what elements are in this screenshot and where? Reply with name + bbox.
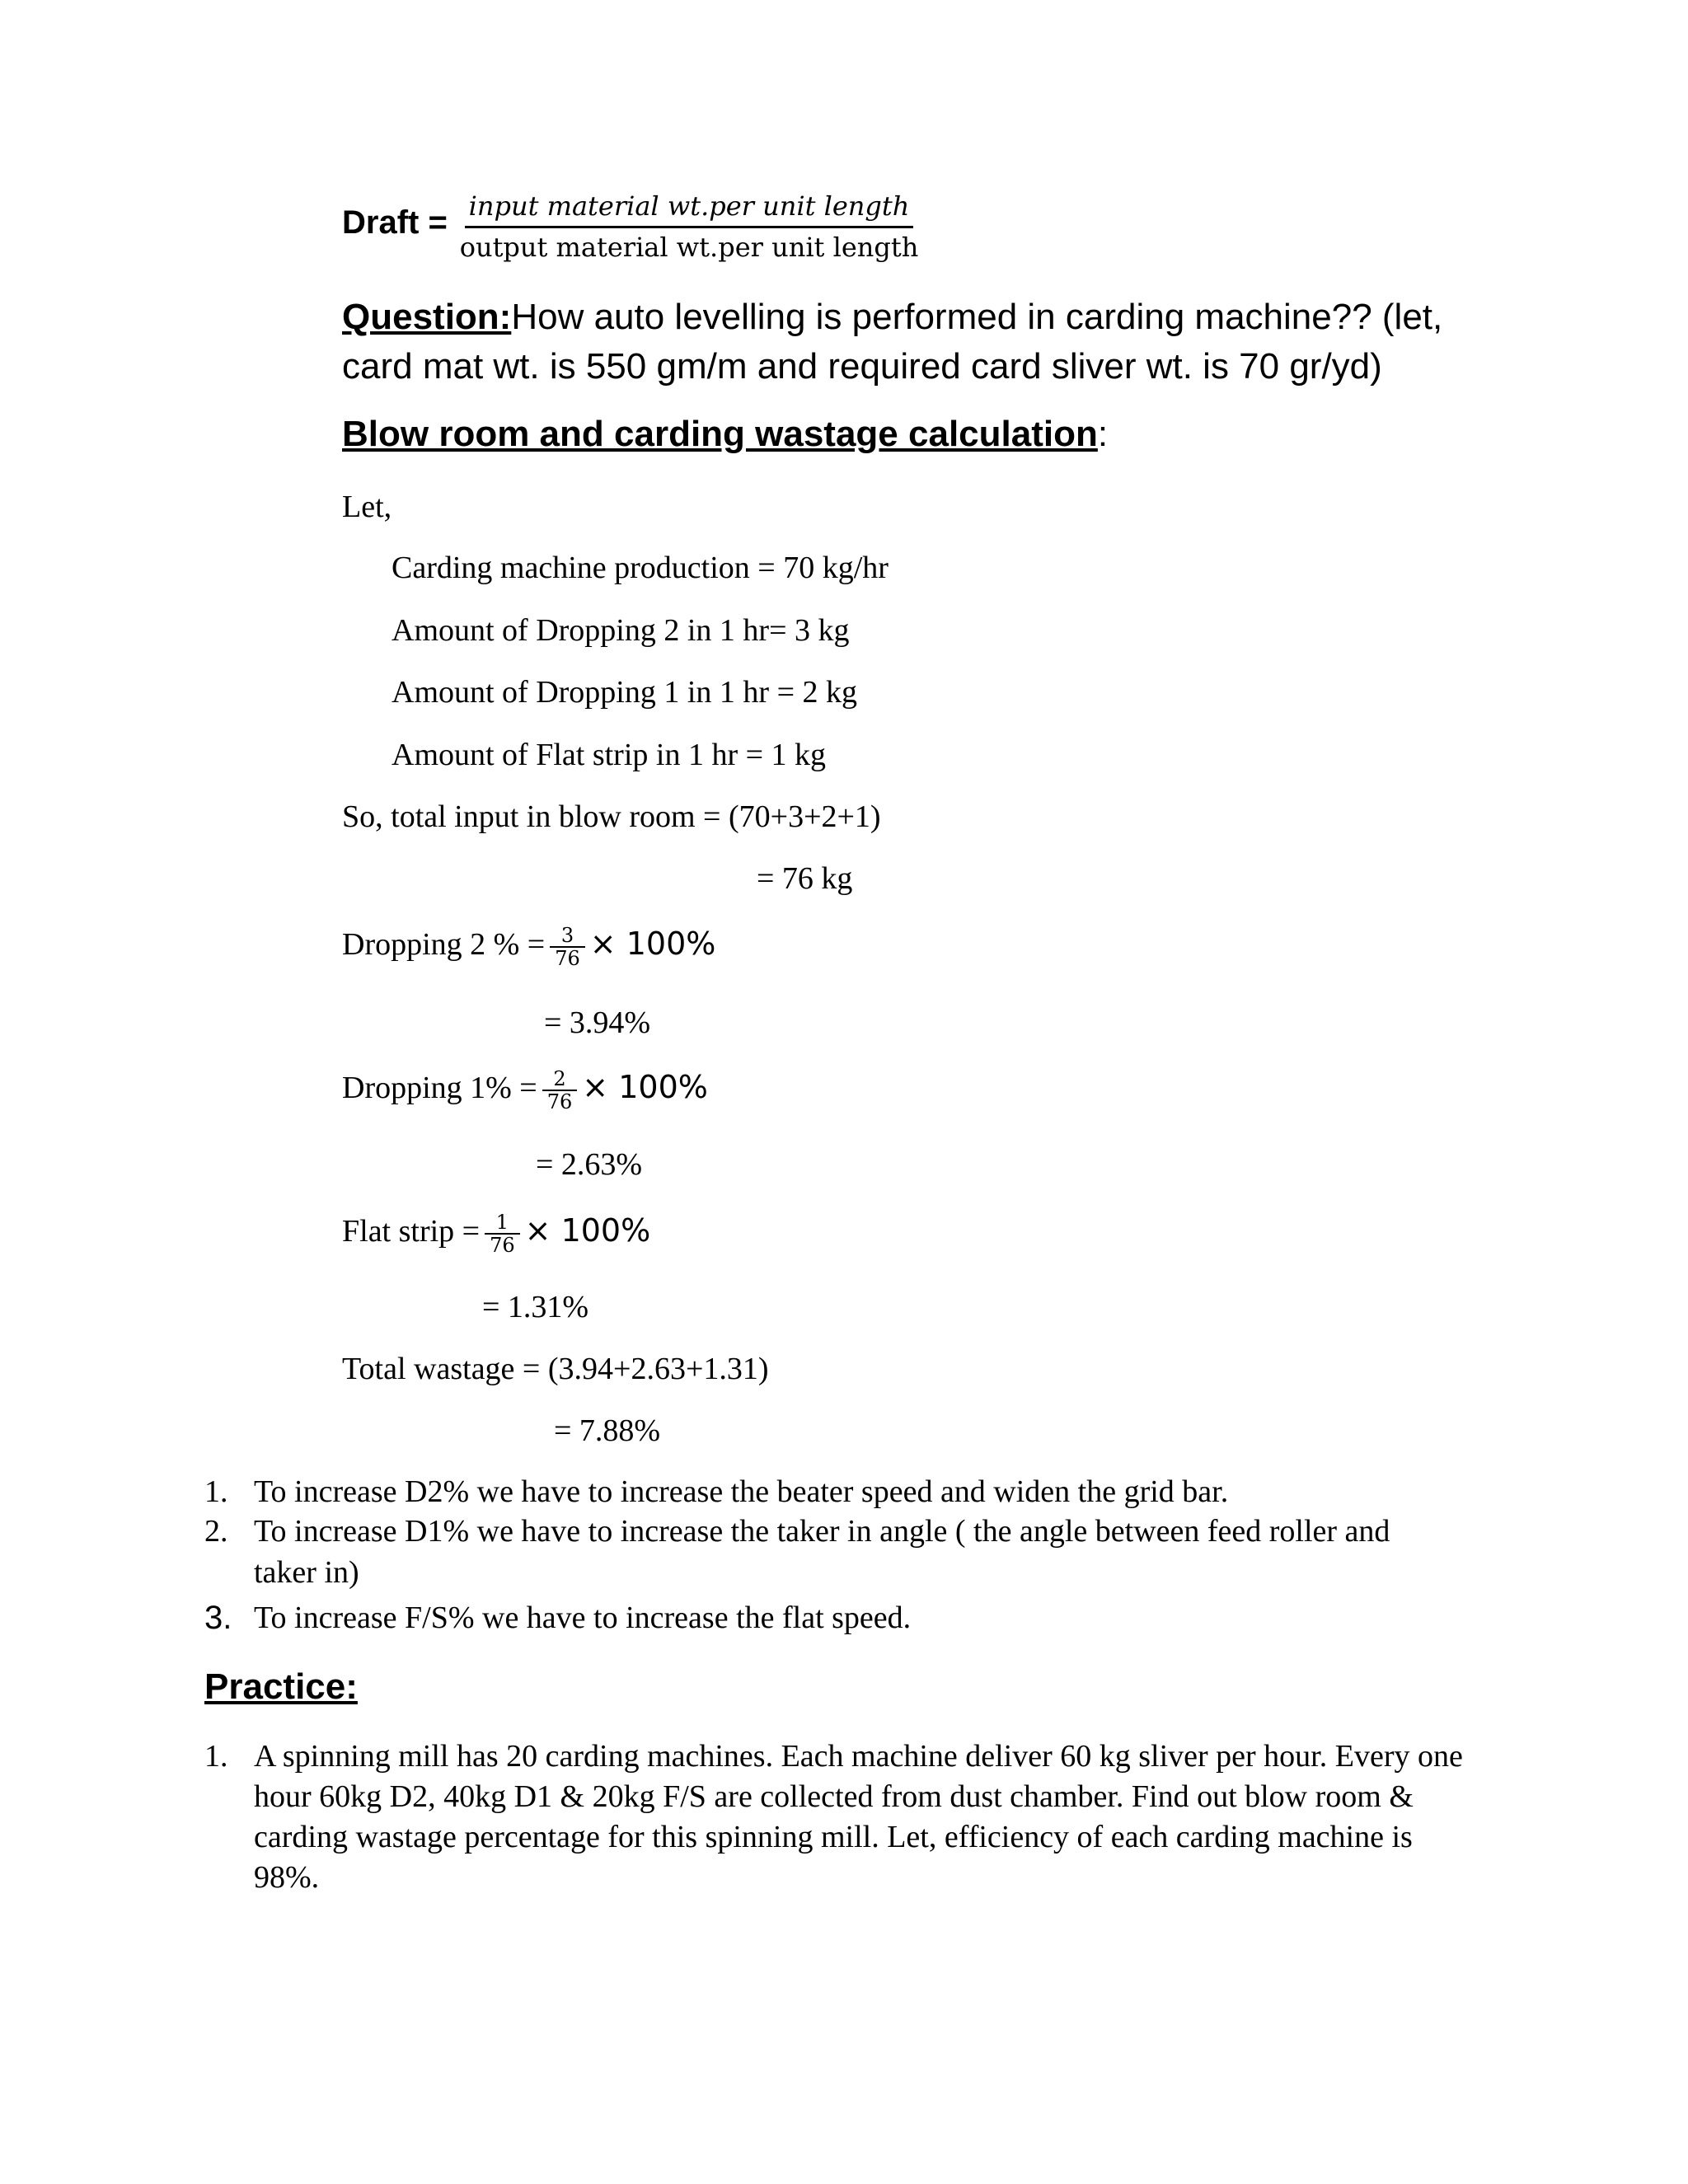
wastage-heading-text: Blow room and carding wastage calculation [342, 414, 1098, 454]
wastage-heading-colon: : [1097, 414, 1109, 454]
d2-formula [342, 925, 715, 969]
practice-heading: Practice: [204, 1666, 358, 1707]
list-item-text: To increase F/S% we have to increase the flat speed. [254, 1601, 912, 1635]
fs-formula [342, 1212, 650, 1256]
d2-denominator: 76 [555, 947, 580, 971]
list-item [204, 1736, 1474, 1898]
calc-line-production: Carding machine production = 70 kg/hr [392, 551, 889, 585]
fs-fraction [485, 1212, 520, 1256]
calc-line-dropping2: Amount of Dropping 2 in 1 hr= 3 kg [392, 613, 850, 648]
fs-multiplier: × 100% [524, 1212, 651, 1249]
calc-line-dropping1: Amount of Dropping 1 in 1 hr = 2 kg [392, 675, 858, 710]
list-item [204, 1597, 1474, 1638]
d2-result: = 3.94% [544, 1005, 651, 1040]
total-input-line: So, total input in blow room = (70+3+2+1) [342, 799, 881, 834]
fs-numerator: 1 [485, 1212, 520, 1235]
question-label: Question: [342, 297, 512, 337]
fs-result: = 1.31% [482, 1290, 589, 1324]
list-item-number: 1. [204, 1474, 228, 1509]
draft-numerator: input material wt.per unit length [468, 190, 910, 222]
d1-fraction [542, 1068, 578, 1113]
d2-label: Dropping 2 % = [342, 927, 546, 962]
list-item [204, 1511, 1457, 1593]
list-item-number: 2. [204, 1514, 228, 1549]
d2-numerator: 3 [550, 925, 585, 948]
d2-multiplier: × 100% [589, 926, 716, 962]
let-label: Let, [342, 490, 392, 524]
list-item-number: 1. [204, 1739, 228, 1774]
list-item-number: 3. [204, 1600, 232, 1636]
list-item-text: To increase D2% we have to increase the beater speed and widen the grid bar. [254, 1474, 1229, 1509]
total-wastage-result: = 7.88% [554, 1413, 661, 1448]
total-input-result: = 76 kg [757, 861, 853, 896]
question-text: How auto levelling is performed in carding machine?? (let, card mat wt. is 550 gm/m and required card sliver wt. is 70 gr/yd) [342, 297, 1443, 387]
d1-denominator: 76 [546, 1090, 573, 1114]
d2-fraction [550, 925, 585, 969]
d1-multiplier: × 100% [582, 1069, 708, 1105]
draft-denominator: output material wt.per unit length [459, 232, 919, 263]
fs-denominator: 76 [490, 1234, 515, 1258]
d1-numerator: 2 [542, 1068, 578, 1091]
draft-fraction [458, 188, 920, 266]
calc-line-flatstrip: Amount of Flat strip in 1 hr = 1 kg [392, 738, 827, 772]
list-item-text: To increase D1% we have to increase the taker in angle ( the angle between feed roller and taker in) [254, 1514, 1390, 1590]
draft-label: Draft = [342, 204, 448, 241]
fs-label: Flat strip = [342, 1214, 481, 1249]
d1-result: = 2.63% [536, 1147, 643, 1182]
total-wastage-line: Total wastage = (3.94+2.63+1.31) [342, 1352, 769, 1386]
d1-label: Dropping 1% = [342, 1071, 537, 1105]
d1-formula [342, 1068, 708, 1113]
list-item-text: A spinning mill has 20 carding machines. Each machine deliver 60 kg sliver per hour. Every one hour 60kg D2, 40kg D1 & 20kg F/S are collected from dust chamber. Find out blow room & carding wastage percentage for this spinning mill. Let, efficiency of each carding machine is 98%. [254, 1739, 1463, 1895]
list-item [204, 1471, 1474, 1512]
question-paragraph [342, 293, 1512, 391]
wastage-heading [342, 414, 1108, 455]
